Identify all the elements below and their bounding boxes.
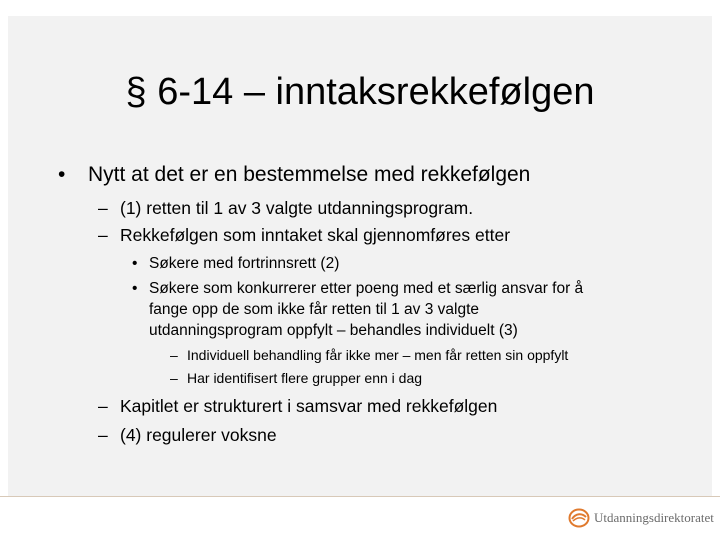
level4-bullet-ii: Har identifisert flere grupper enn i dag [187,370,423,386]
sub-sub-bullet-b-line1: Søkere som konkurrerer etter poeng med et særlig ansvar for å [149,280,584,297]
bullet-intro: Nytt at det er en bestemmelse med rekkefølgen [88,163,531,186]
sub-bullet-4: (4) regulerer voksne [120,425,277,445]
bullet-marker: • [58,163,66,186]
sub-bullet-1: (1) retten til 1 av 3 valgte utdanningsprogram. [120,198,474,218]
level4-bullet-i: Individuell behandling får ikke mer – men får retten sin oppfylt [187,347,569,363]
bullet-marker: • [132,280,138,297]
sub-sub-bullet-a: Søkere med fortrinnsrett (2) [149,255,340,272]
dash-marker: – [98,225,108,245]
footer-divider [0,496,720,497]
udir-logo-icon [568,508,590,528]
dash-marker: – [170,370,178,386]
sub-sub-bullet-b-line3: utdanningsprogram oppfylt – behandles individuelt (3) [149,322,518,339]
sub-bullet-3: Kapitlet er strukturert i samsvar med rekkefølgen [120,396,498,416]
sub-sub-bullet-b-line2: fange opp de som ikke får retten til 1 av 3 valgte [149,301,479,318]
dash-marker: – [98,198,108,218]
sub-bullet-2: Rekkefølgen som inntaket skal gjennomføres etter [120,225,511,245]
dash-marker: – [170,347,178,363]
footer-logo-text: Utdanningsdirektoratet [594,510,714,525]
slide-title: § 6-14 – inntaksrekkefølgen [125,71,595,113]
bullet-marker: • [132,255,138,272]
dash-marker: – [98,396,108,416]
dash-marker: – [98,425,108,445]
